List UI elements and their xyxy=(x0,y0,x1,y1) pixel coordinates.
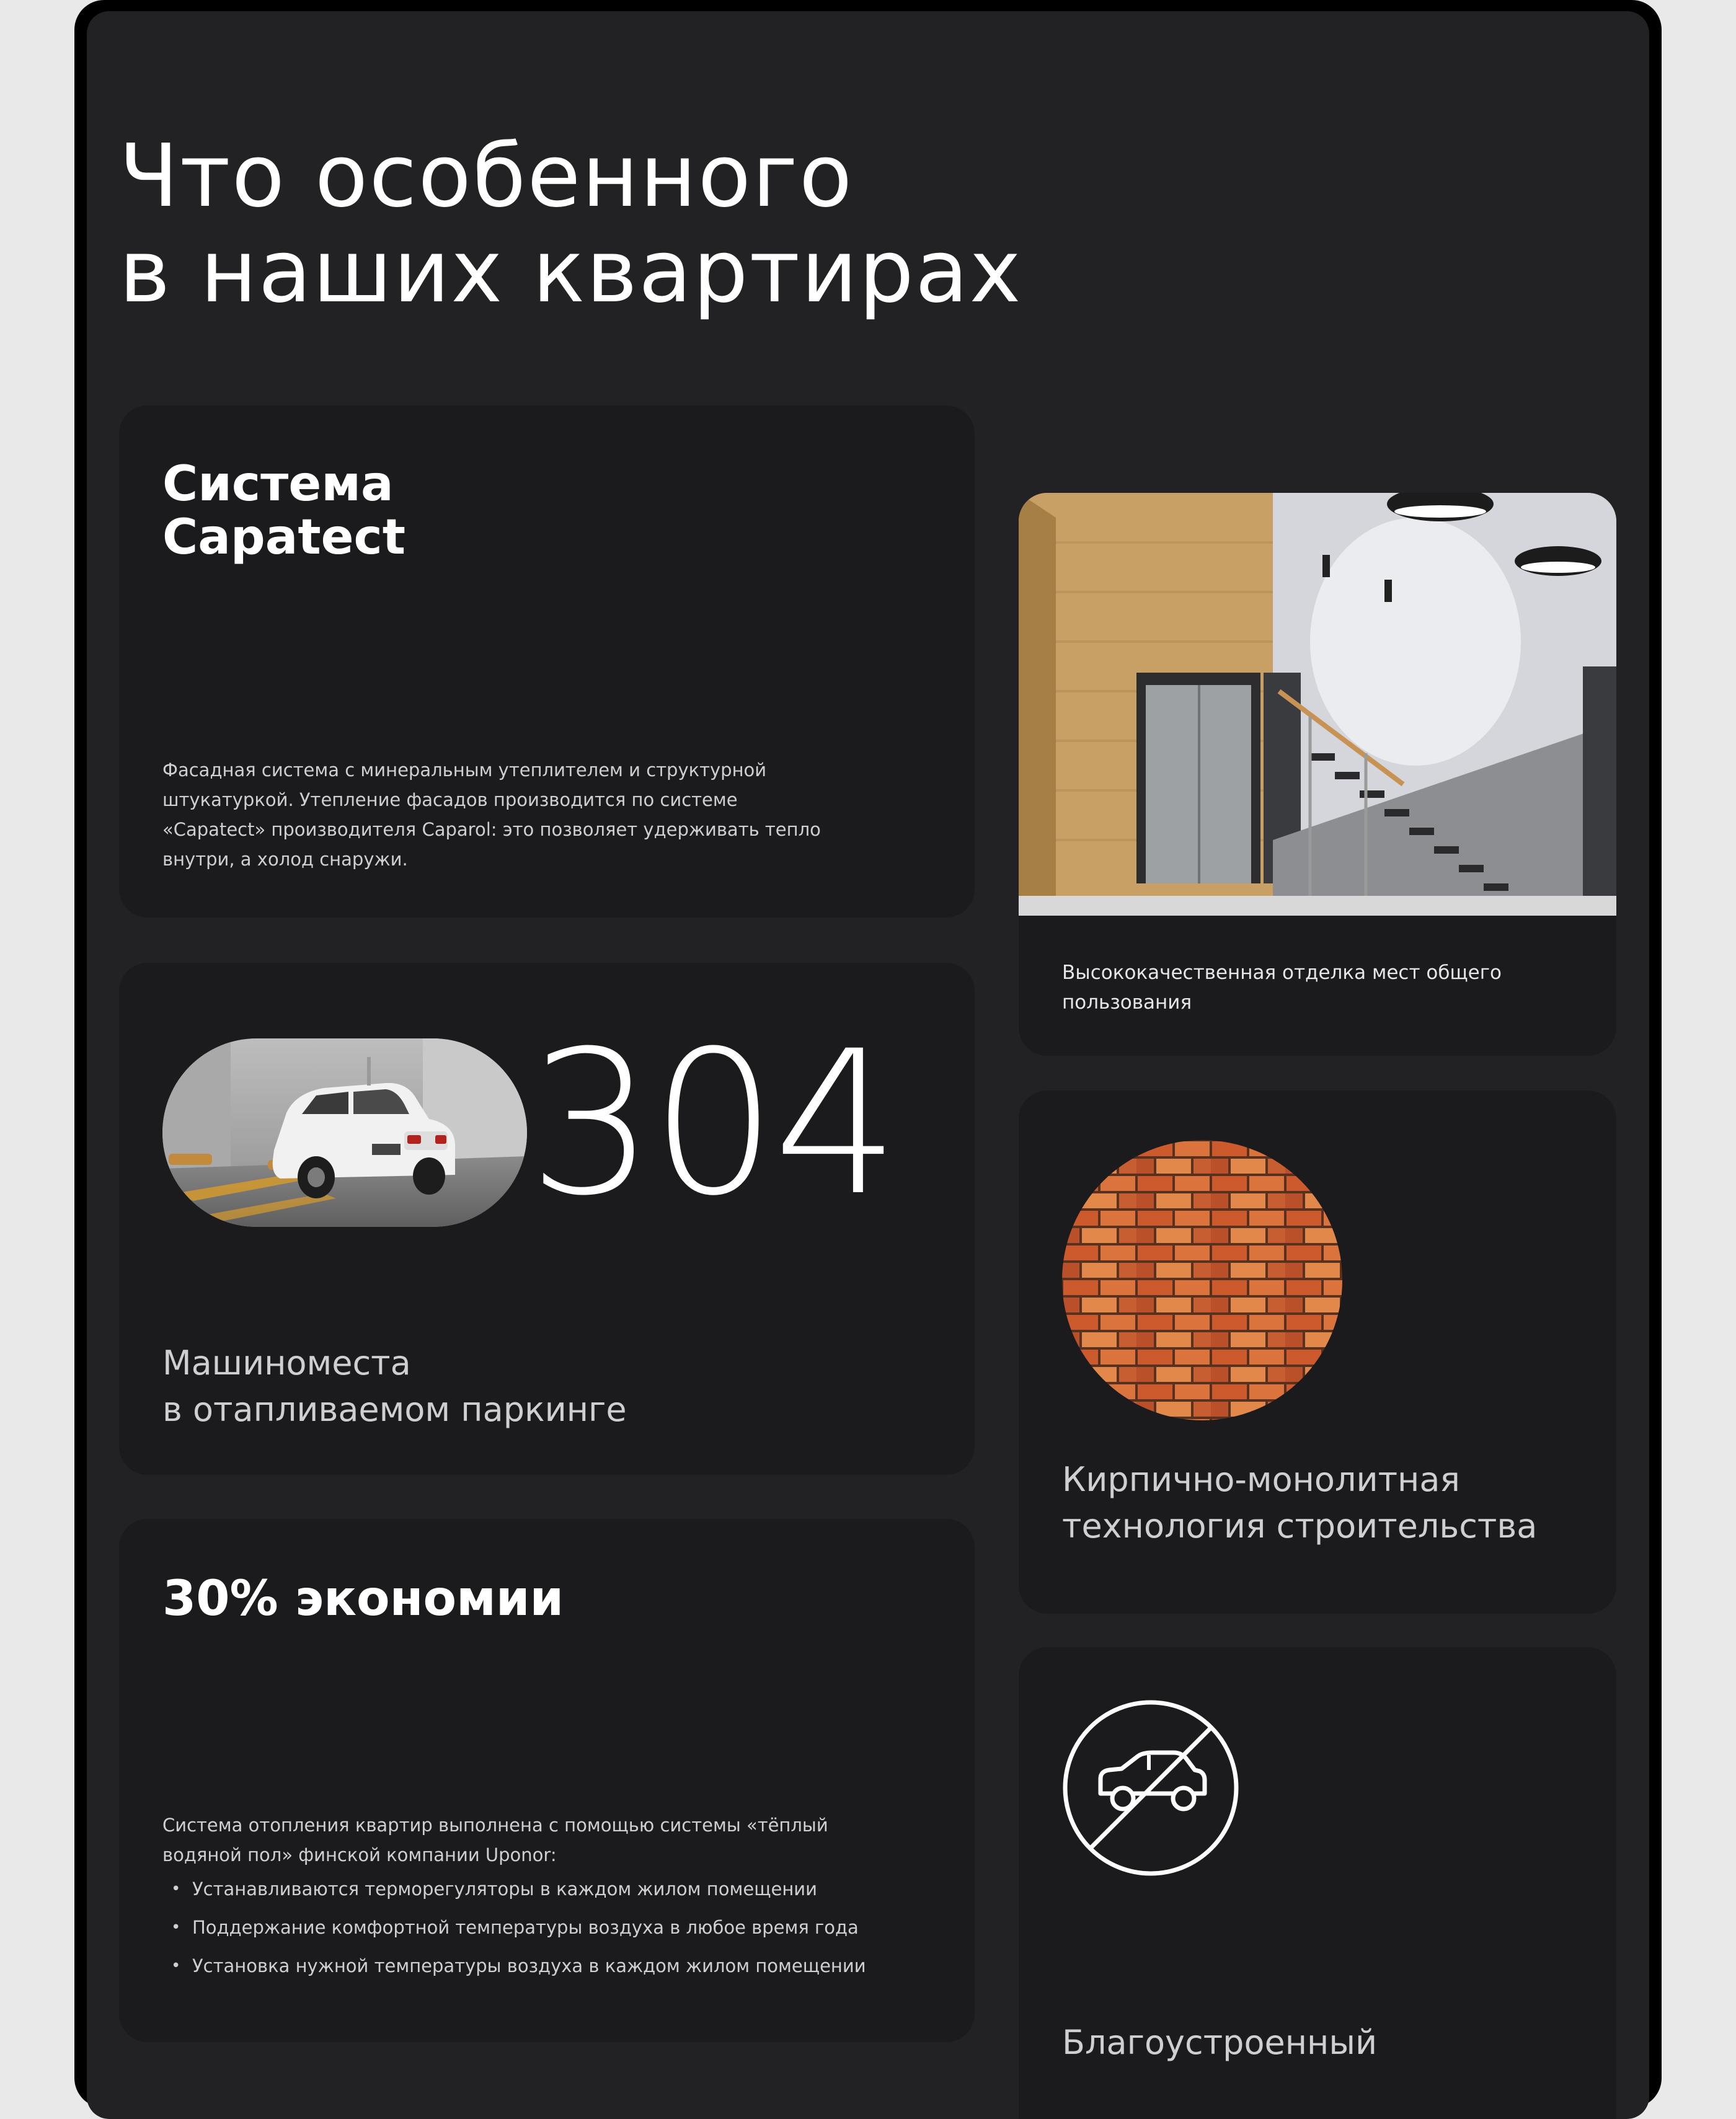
parking-label-line1: Машиноместа xyxy=(162,1343,411,1382)
capatect-desc-line: штукатуркой. Утепление фасадов производится по системе xyxy=(162,789,738,810)
lobby-card xyxy=(1019,493,1616,1056)
nocars-card xyxy=(1019,1647,1616,2119)
parking-card xyxy=(119,963,975,1475)
nocars-label: Благоустроенный xyxy=(1062,2023,1378,2062)
brick-card xyxy=(1019,1090,1616,1614)
economy-bullet-item: • Установка нужной температуры воздуха в каждом жилом помещении xyxy=(162,1947,962,1985)
brick-label xyxy=(1062,1456,1608,1549)
parking-count: 304 xyxy=(528,1009,896,1239)
economy-desc-line: Система отопления квартир выполнена с помощью системы «тёплый xyxy=(162,1815,828,1836)
page-title xyxy=(119,126,1022,322)
economy-card xyxy=(119,1519,975,2042)
parking-label xyxy=(162,1340,944,1433)
economy-title: 30% экономии xyxy=(162,1571,564,1627)
economy-desc-line: водяной пол» финской компании Uponor: xyxy=(162,1844,557,1865)
capatect-title-line2: Capatect xyxy=(162,510,406,565)
capatect-desc-line: «Capatect» производителя Caparol: это позволяет удерживать тепло xyxy=(162,819,821,840)
capatect-title-line1: Система xyxy=(162,456,394,512)
lobby-elevator-stairs-photo xyxy=(1019,493,1616,916)
lobby-caption xyxy=(1062,958,1595,1017)
page-title-line2: в наших квартирах xyxy=(119,221,1022,322)
lobby-caption-line2: пользования xyxy=(1062,991,1192,1014)
brick-label-line2: технология строительства xyxy=(1062,1506,1538,1546)
capatect-desc-line: внутри, а холод снаружи. xyxy=(162,849,408,870)
brick-texture-circle xyxy=(1062,1140,1342,1420)
lobby-caption-line1: Высококачественная отделка мест общего xyxy=(1062,962,1502,984)
capatect-desc-line: Фасадная система с минеральным утеплителем и структурной xyxy=(162,759,767,781)
capatect-title xyxy=(162,458,405,564)
page-title-line1: Что особенного xyxy=(119,126,854,227)
parking-car-photo xyxy=(162,1038,527,1227)
parking-label-line2: в отапливаемом паркинге xyxy=(162,1390,627,1429)
economy-description xyxy=(162,1810,944,1870)
screen xyxy=(87,11,1649,2119)
economy-bullet-item: • Поддержание комфортной температуры воздуха в любое время года xyxy=(162,1908,962,1947)
no-cars-icon xyxy=(1062,1699,1239,1877)
capatect-description xyxy=(162,755,944,874)
brick-label-line1: Кирпично-монолитная xyxy=(1062,1460,1460,1499)
economy-bullet-item: • Устанавливаются терморегуляторы в каждом жилом помещении xyxy=(162,1870,962,1908)
economy-bullets xyxy=(162,1870,962,1985)
capatect-card xyxy=(119,405,975,918)
